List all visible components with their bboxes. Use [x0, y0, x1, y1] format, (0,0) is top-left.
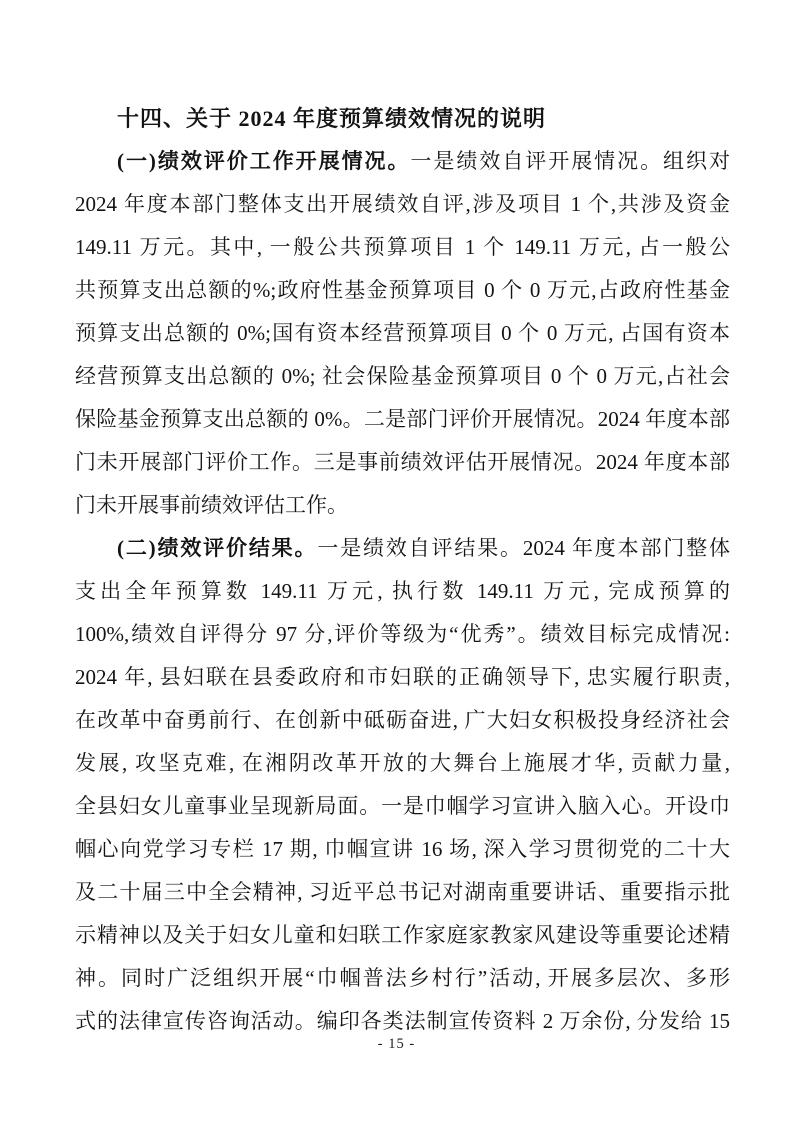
paragraph-line: 示精神以及关于妇女儿童和妇联工作家庭家教家风建设等重要论述精	[75, 923, 730, 947]
paragraph-line: 支出全年预算数 149.11 万元, 执行数 149.11 万元, 完成预算的	[75, 579, 730, 603]
page-number: - 15 -	[377, 1036, 416, 1052]
paragraph-line: 保险基金预算支出总额的 0%。二是部门评价开展情况。2024 年度本部	[75, 407, 730, 431]
paragraph-line	[75, 140, 730, 183]
paragraph-line: 经营预算支出总额的 0%; 社会保险基金预算项目 0 个 0 万元,占社会	[75, 364, 730, 388]
paragraph-line: 门未开展事前绩效评估工作。	[75, 493, 348, 517]
paragraph-line: 全县妇女儿童事业呈现新局面。一是巾帼学习宣讲入脑入心。开设巾	[75, 794, 730, 818]
paragraph-line: 神。同时广泛组织开展“巾帼普法乡村行”活动, 开展多层次、多形	[75, 966, 730, 990]
paragraph-line	[75, 527, 730, 570]
paragraph-line: 发展, 攻坚克难, 在湘阴改革开放的大舞台上施展才华, 贡献力量,	[75, 751, 730, 775]
paragraph-line: 式的法律宣传咨询活动。编印各类法制宣传资料 2 万余份, 分发给 15	[75, 1009, 730, 1033]
paragraph-lead: (二)绩效评价结果。	[117, 536, 318, 560]
paragraph-line: 在改革中奋勇前行、在创新中砥砺奋进, 广大妇女积极投身经济社会	[75, 708, 730, 732]
page-content	[75, 97, 730, 1043]
paragraph-text: 一是绩效自评结果。2024 年度本部门整体	[317, 536, 730, 560]
paragraph-line: 2024 年, 县妇联在县委政府和市妇联的正确领导下, 忠实履行职责,	[75, 665, 730, 689]
paragraph-line: 2024 年度本部门整体支出开展绩效自评,涉及项目 1 个,共涉及资金	[75, 192, 730, 216]
paragraph-lead: (一)绩效评价工作开展情况。	[117, 149, 411, 173]
paragraph-line: 149.11 万元。其中, 一般公共预算项目 1 个 149.11 万元, 占一般公	[75, 235, 730, 259]
paragraph-line: 及二十届三中全会精神, 习近平总书记对湖南重要讲话、重要指示批	[75, 880, 730, 904]
paragraph-text: 一是绩效自评开展情况。组织对	[410, 149, 730, 173]
paragraph-line: 预算支出总额的 0%;国有资本经营预算项目 0 个 0 万元, 占国有资本	[75, 321, 730, 345]
paragraph-line: 门未开展部门评价工作。三是事前绩效评估开展情况。2024 年度本部	[75, 450, 730, 474]
paragraph-line: 100%,绩效自评得分 97 分,评价等级为“优秀”。绩效目标完成情况:	[75, 622, 730, 646]
paragraph-line: 共预算支出总额的%;政府性基金预算项目 0 个 0 万元,占政府性基金	[75, 278, 730, 302]
section-title: 十四、关于 2024 年度预算绩效情况的说明	[117, 106, 547, 131]
paragraph-line: 帼心向党学习专栏 17 期, 巾帼宣讲 16 场, 深入学习贯彻党的二十大	[75, 837, 730, 861]
